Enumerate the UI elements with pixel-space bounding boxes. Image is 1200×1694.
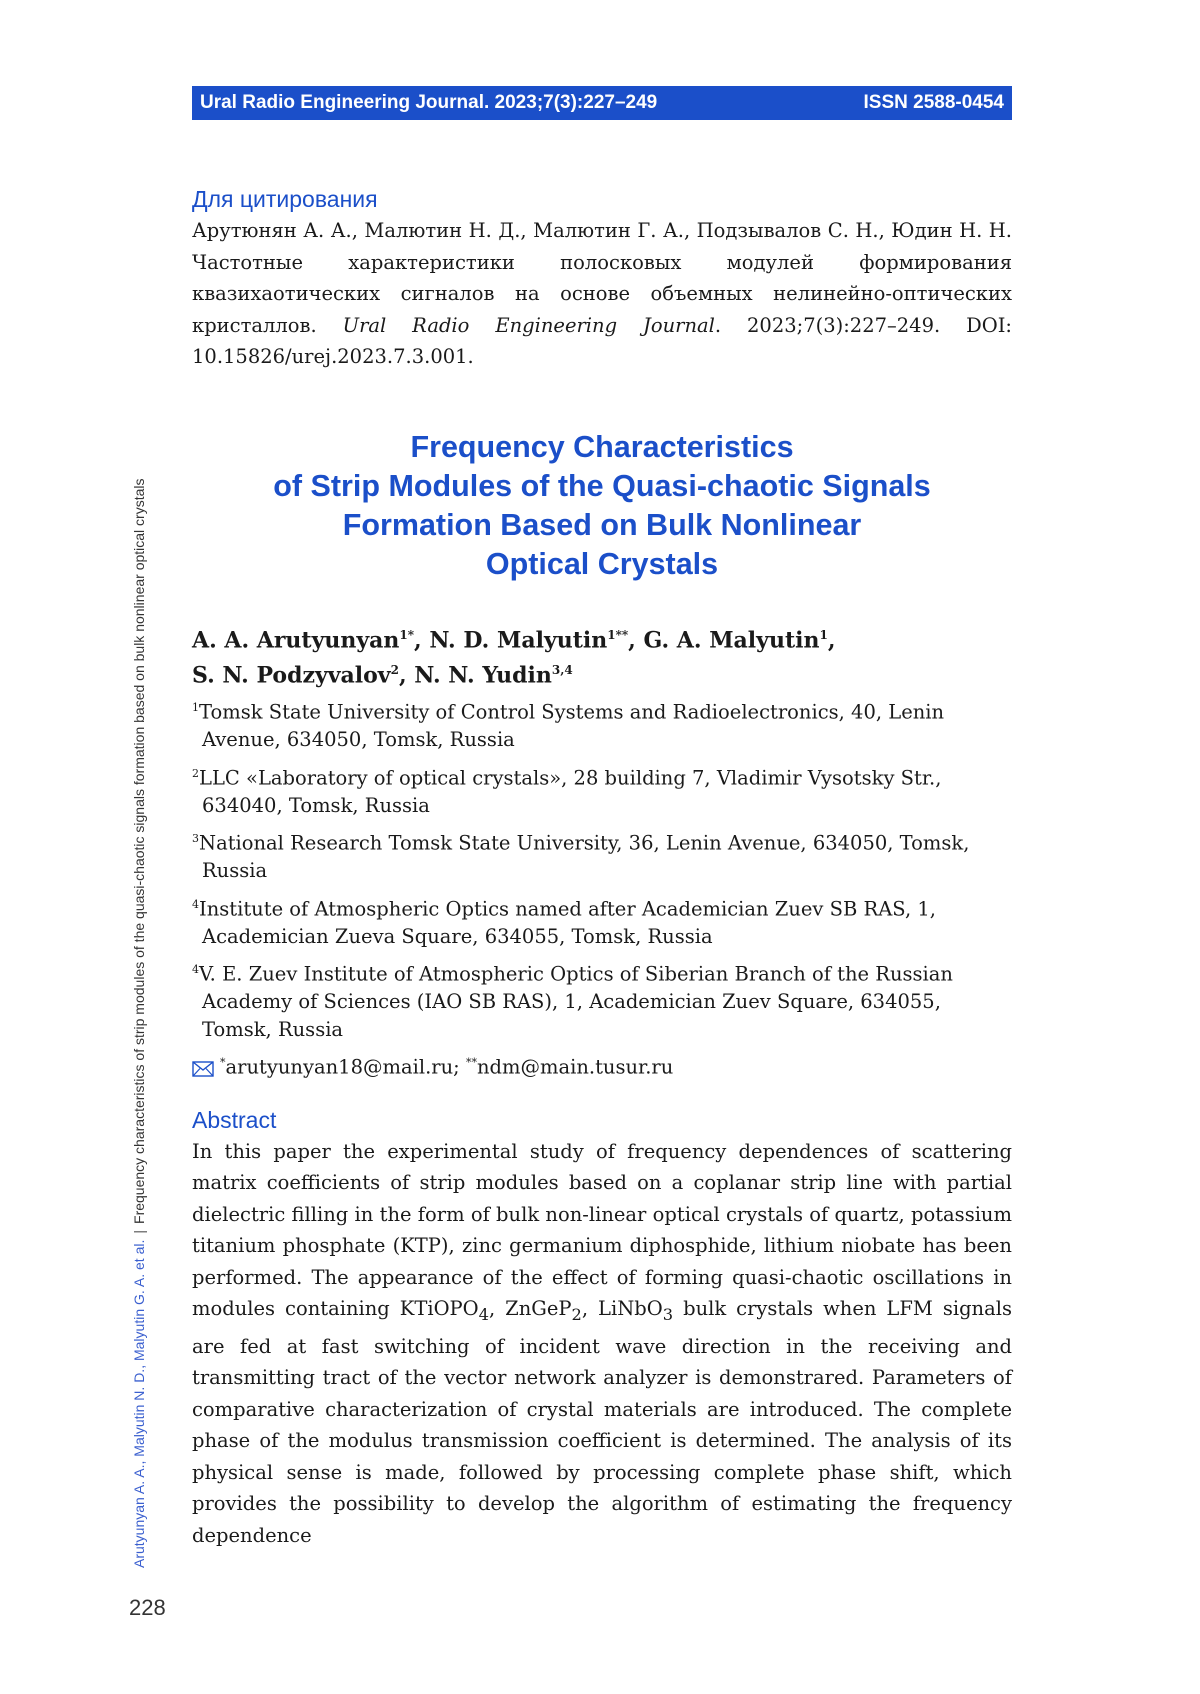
abstract-part: , ZnGeP xyxy=(489,1297,572,1320)
page-number: 228 xyxy=(129,1595,166,1621)
subscript: 3 xyxy=(663,1305,673,1324)
abstract-part: , LiNbO xyxy=(582,1297,663,1320)
affiliations xyxy=(192,694,1012,1043)
author-name: A. A. Arutyunyan xyxy=(192,627,399,653)
issn: ISSN 2588-0454 xyxy=(864,92,1005,114)
citation-body: Арутюнян А. А., Малютин Н. Д., Малютин Г. А., Подзывалов С. Н., Юдин Н. Н. Частотные характеристики полосковых модулей формирования квазихаотических сигналов на основе объемных нелинейно-оптических кристаллов. xyxy=(192,219,1012,337)
citation-text xyxy=(192,215,1012,373)
author-name: N. D. Malyutin xyxy=(429,627,607,653)
side-authors: Arutyunyan A. A., Malyutin N. D., Malyutin G. A. et al. xyxy=(131,1240,147,1568)
journal-citation: Ural Radio Engineering Journal. 2023;7(3):227–249 xyxy=(200,92,657,114)
affiliation-sup: 3 xyxy=(192,832,199,845)
author-name: S. N. Podzyvalov xyxy=(192,662,391,688)
email-link[interactable]: arutyunyan18@mail.ru xyxy=(226,1056,454,1079)
affiliation-sup: 2 xyxy=(192,767,199,780)
author-affil-sup: 3,4 xyxy=(552,663,573,677)
abstract-part: bulk crystals when LFM signals are fed at fast switching of incident wave direction in the receiving and transmitting tract of the vector network analyzer is demonstrared. Parameters of comparative characterization of crystal materials are introduced. The complete phase of the modulus transmission coefficient is determined. The analysis of its physical sense is made, followed by processing complete phase shift, which provides the possibility to develop the algorithm of estimating the frequency dependence xyxy=(192,1297,1012,1546)
email-link[interactable]: ndm@main.tusur.ru xyxy=(477,1056,673,1079)
affiliation-item xyxy=(192,956,1012,1043)
citation-tail: . 2023;7(3):227–249. DOI: 10.15826/urej.2023.7.3.001. xyxy=(192,314,1012,369)
email-marker: * xyxy=(220,1056,226,1069)
correspondence-emails xyxy=(192,1049,1012,1085)
article-content xyxy=(192,186,1012,1551)
title-line: Frequency Characteristics xyxy=(192,428,1012,467)
subscript: 4 xyxy=(479,1305,489,1324)
author-affil-sup: 1 xyxy=(819,628,827,642)
article-title xyxy=(192,428,1012,584)
email-separator: ; xyxy=(453,1056,466,1079)
author-list: A. A. Arutyunyan1*, N. D. Malyutin1**, G. A. Malyutin1, S. N. Podzyvalov2, N. N. Yudin3,4 xyxy=(192,620,1012,691)
subscript: 2 xyxy=(572,1305,582,1324)
abstract-label: Abstract xyxy=(192,1107,1012,1134)
author-name: G. A. Malyutin xyxy=(643,627,819,653)
affiliation-text: V. E. Zuev Institute of Atmospheric Optics of Siberian Branch of the Russian Academy of Sciences (IAO SB RAS), 1, Academician Zuev Square, 634055, Tomsk, Russia xyxy=(199,963,953,1041)
affiliation-text: National Research Tomsk State University, 36, Lenin Avenue, 634050, Tomsk, Russia xyxy=(199,832,969,883)
abstract-part: In this paper the experimental study of frequency dependences of scattering matrix coefficients of strip modules based on a coplanar strip line with partial dielectric filling in the form of bulk non-linear optical crystals of quartz, potassium titanium phosphate (KTP), zinc germanium diphosphide, lithium niobate has been performed. The appearance of the effect of forming quasi-chaotic oscillations in modules containing KTiOPO xyxy=(192,1140,1012,1321)
envelope-icon xyxy=(192,1057,214,1085)
author-name: N. N. Yudin xyxy=(414,662,552,688)
citation-journal: Ural Radio Engineering Journal xyxy=(343,314,715,337)
email-marker: ** xyxy=(466,1056,477,1069)
journal-header-bar xyxy=(192,86,1012,120)
affiliation-text: Institute of Atmospheric Optics named after Academician Zuev SB RAS, 1, Academician Zueva Square, 634055, Tomsk, Russia xyxy=(199,897,936,948)
title-line: Optical Crystals xyxy=(192,545,1012,584)
title-line: of Strip Modules of the Quasi-chaotic Signals xyxy=(192,467,1012,506)
author-affil-sup: 1** xyxy=(607,628,628,642)
affiliation-text: LLC «Laboratory of optical crystals», 28 building 7, Vladimir Vysotsky Str., 634040, Tomsk, Russia xyxy=(199,766,941,817)
affiliation-item xyxy=(192,694,1012,754)
title-line: Formation Based on Bulk Nonlinear xyxy=(192,506,1012,545)
side-separator: | xyxy=(131,1224,147,1240)
author-affil-sup: 1* xyxy=(399,628,414,642)
abstract-text xyxy=(192,1136,1012,1551)
affiliation-item xyxy=(192,891,1012,951)
citation-label: Для цитирования xyxy=(192,186,1012,213)
affiliation-sup: 4 xyxy=(192,898,199,911)
side-running-title xyxy=(131,256,151,1568)
affiliation-sup: 4 xyxy=(192,963,199,976)
affiliation-sup: 1 xyxy=(192,701,199,714)
affiliation-item xyxy=(192,825,1012,885)
affiliation-text: Tomsk State University of Control Systems and Radioelectronics, 40, Lenin Avenue, 634050, Tomsk, Russia xyxy=(199,701,944,752)
side-title: Frequency characteristics of strip modules of the quasi-chaotic signals formation based on bulk nonlinear optical crystals xyxy=(131,479,147,1224)
author-affil-sup: 2 xyxy=(391,663,399,677)
affiliation-item xyxy=(192,760,1012,820)
